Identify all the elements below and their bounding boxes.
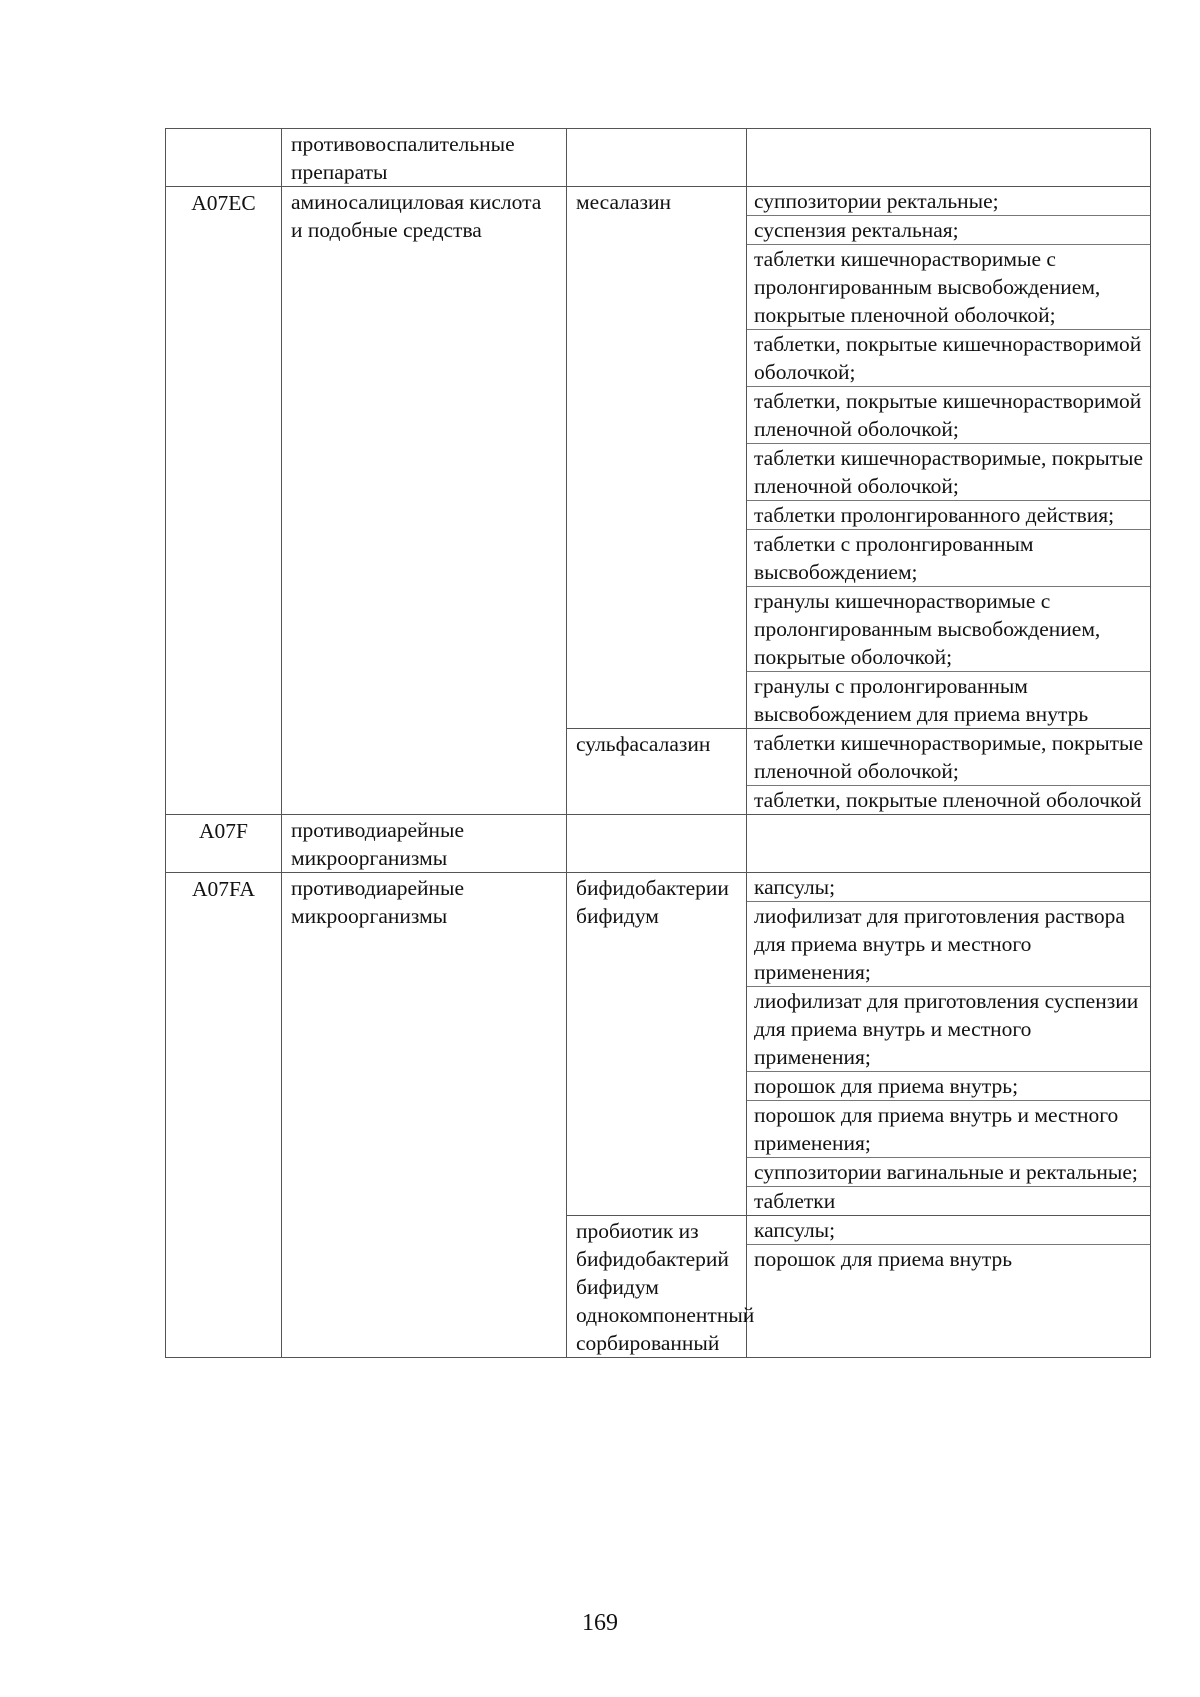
dosage-form: таблетки кишечнорастворимые, покрытые пленочной оболочкой;: [747, 729, 1150, 786]
dosage-form: порошок для приема внутрь;: [747, 1072, 1150, 1101]
dosage-form: таблетки с пролонгированным высвобождением;: [747, 530, 1150, 587]
drug-name: месалазин: [567, 187, 747, 729]
dosage-form: капсулы;: [747, 1216, 1150, 1245]
dosage-form: порошок для приема внутрь и местного применения;: [747, 1101, 1150, 1158]
atc-code: A07EC: [166, 187, 282, 815]
dosage-form: суппозитории ректальные;: [747, 187, 1150, 216]
dosage-form: таблетки, покрытые кишечнорастворимой оболочкой;: [747, 330, 1150, 387]
table-row: [166, 873, 1151, 1216]
drug-name: [567, 815, 747, 873]
dosage-forms: [747, 729, 1151, 815]
dosage-form: таблетки пролонгированного действия;: [747, 501, 1150, 530]
table-row: [166, 187, 1151, 729]
atc-code: A07FA: [166, 873, 282, 1358]
drug-table: [165, 128, 1151, 1358]
group-name: аминосалициловая кислота и подобные средства: [282, 187, 567, 815]
dosage-form: капсулы;: [747, 873, 1150, 902]
dosage-form: гранулы с пролонгированным высвобождением для приема внутрь: [754, 674, 1089, 726]
dosage-form: таблетки, покрытые кишечнорастворимой пленочной оболочкой;: [747, 387, 1150, 444]
dosage-form: таблетки, покрытые пленочной оболочкой: [754, 788, 1142, 812]
dosage-form: таблетки кишечнорастворимые, покрытые пленочной оболочкой;: [747, 444, 1150, 501]
page-number: 169: [582, 1610, 618, 1636]
dosage-forms: [747, 129, 1151, 187]
dosage-form: суспензия ректальная;: [747, 216, 1150, 245]
atc-code: A07F: [166, 815, 282, 873]
dosage-form: таблетки кишечнорастворимые с пролонгированным высвобождением, покрытые пленочной оболочкой;: [747, 245, 1150, 330]
dosage-form: лиофилизат для приготовления суспензии для приема внутрь и местного применения;: [747, 987, 1150, 1072]
dosage-form: лиофилизат для приготовления раствора для приема внутрь и местного применения;: [747, 902, 1150, 987]
drug-name: пробиотик из бифидобактерий бифидум однокомпонентный сорбированный: [567, 1216, 747, 1358]
table-row: [166, 815, 1151, 873]
drug-name: [567, 129, 747, 187]
dosage-form: порошок для приема внутрь: [754, 1247, 1013, 1271]
dosage-forms: [747, 815, 1151, 873]
dosage-form: гранулы кишечнорастворимые с пролонгированным высвобождением, покрытые оболочкой;: [747, 587, 1150, 672]
dosage-forms: [747, 1216, 1151, 1358]
atc-code: [166, 129, 282, 187]
drug-name: бифидобактерии бифидум: [567, 873, 747, 1216]
group-name: противодиарейные микроорганизмы: [282, 873, 567, 1358]
dosage-form: суппозитории вагинальные и ректальные;: [747, 1158, 1150, 1187]
group-name: противодиарейные микроорганизмы: [282, 815, 567, 873]
dosage-forms: [747, 187, 1151, 729]
dosage-forms: [747, 873, 1151, 1216]
group-name: противовоспалительные препараты: [282, 129, 567, 187]
drug-name: сульфасалазин: [567, 729, 747, 815]
table-row: [166, 129, 1151, 187]
dosage-form: таблетки: [754, 1189, 836, 1213]
